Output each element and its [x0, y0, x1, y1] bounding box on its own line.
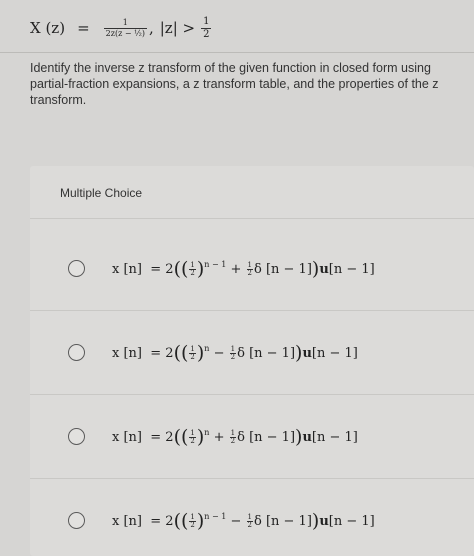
option-step-argument: [n − 1] — [311, 345, 358, 361]
option-exponent: n — [204, 427, 210, 437]
option-step-argument: [n − 1] — [328, 513, 375, 529]
radio-button-icon[interactable] — [68, 428, 85, 445]
radio-button-icon[interactable] — [68, 260, 85, 277]
option-delta-term: δ [n − 1] — [253, 261, 312, 277]
option-step-function: u — [302, 345, 312, 361]
option-step-argument: [n − 1] — [328, 261, 375, 277]
option-coefficient: 2 — [165, 429, 174, 445]
option-step-function: u — [319, 513, 329, 529]
option-equals: = — [150, 345, 162, 361]
radio-button-icon[interactable] — [68, 344, 85, 361]
option-delta-term: δ [n − 1] — [237, 345, 296, 361]
option-formula: x [n] = 2 (( $\frac{1}{2}$ ) n + $\frac{1}{2}$ δ [n − 1] ) u [n − 1] — [112, 425, 358, 448]
option-step-function: u — [319, 261, 329, 277]
formula-fraction-denominator: 2z(z − ½) — [105, 28, 145, 38]
formula-fraction-numerator: 1 — [122, 17, 128, 27]
formula-condition: |z| > — [159, 19, 196, 37]
formula-comma: , — [148, 19, 154, 37]
option-coefficient: 2 — [165, 513, 174, 529]
transform-formula — [30, 10, 213, 46]
radio-button-icon[interactable] — [68, 512, 85, 529]
formula-lhs: X (z) — [30, 19, 66, 37]
option-coefficient: 2 — [165, 261, 174, 277]
option-formula: x [n] = 2 (( $\frac{1}{2}$ ) n − $\frac{1}{2}$ δ [n − 1] ) u [n − 1] — [112, 341, 358, 364]
option-operator: + — [230, 261, 242, 277]
option-divider — [30, 394, 474, 395]
option-exponent: n − 1 — [204, 511, 227, 521]
option-formula: x [n] = 2 (( $\frac{1}{2}$ ) n − 1 + $\frac{1}{2}$ δ [n − 1] ) u [n − 1] — [112, 257, 375, 280]
option-lhs: x [n] — [112, 261, 142, 277]
choice-option-3[interactable] — [30, 410, 474, 466]
formula-fraction — [104, 19, 147, 38]
condition-numerator: 1 — [203, 15, 210, 27]
option-delta-term: δ [n − 1] — [253, 513, 312, 529]
choice-option-1[interactable] — [30, 242, 474, 298]
option-operator: + — [213, 429, 225, 445]
option-divider — [30, 478, 474, 479]
option-lhs: x [n] — [112, 513, 142, 529]
option-step-argument: [n − 1] — [311, 429, 358, 445]
option-lhs: x [n] — [112, 345, 142, 361]
option-equals: = — [150, 513, 162, 529]
formula-condition-fraction — [201, 17, 211, 40]
option-exponent: n − 1 — [204, 259, 227, 269]
option-delta-term: δ [n − 1] — [237, 429, 296, 445]
choice-option-2[interactable] — [30, 326, 474, 382]
condition-denominator: 2 — [203, 28, 210, 40]
option-divider — [30, 218, 474, 219]
question-text: Identify the inverse z transform of the given function in closed form using partial-fraction expansions, a z transform table, and the properties of the z transform. — [30, 61, 439, 107]
option-operator: − — [230, 513, 242, 529]
formula-equals: = — [77, 19, 90, 37]
option-divider — [30, 310, 474, 311]
option-operator: − — [213, 345, 225, 361]
choice-option-4[interactable] — [30, 494, 474, 550]
option-step-function: u — [302, 429, 312, 445]
option-coefficient: 2 — [165, 345, 174, 361]
option-equals: = — [150, 429, 162, 445]
header-divider — [0, 52, 474, 53]
option-lhs: x [n] — [112, 429, 142, 445]
option-formula: x [n] = 2 (( $\frac{1}{2}$ ) n − 1 − $\frac{1}{2}$ δ [n − 1] ) u [n − 1] — [112, 509, 375, 532]
multiple-choice-label: Multiple Choice — [60, 186, 143, 200]
option-equals: = — [150, 261, 162, 277]
option-exponent: n — [204, 343, 210, 353]
